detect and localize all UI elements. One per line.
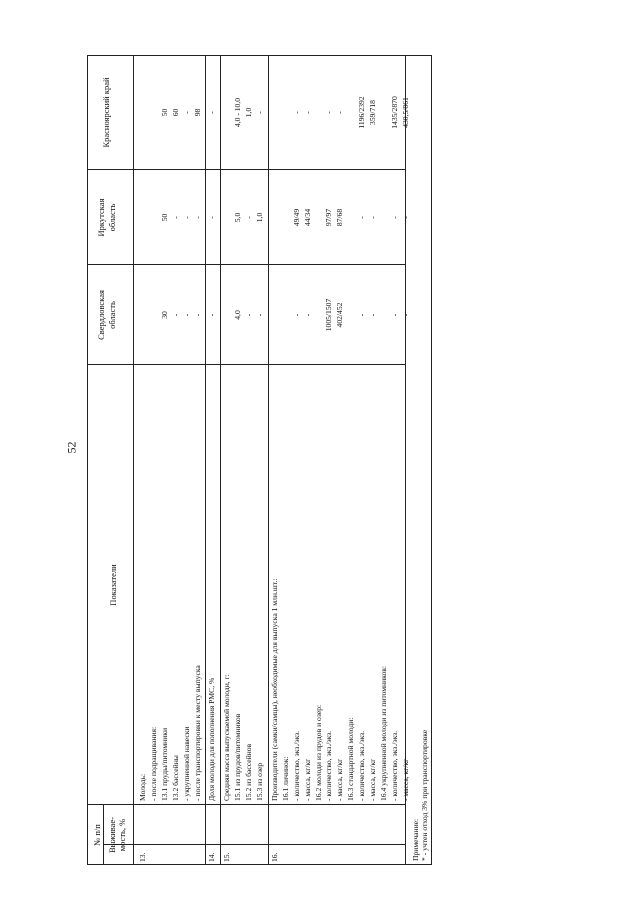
value-sverdlovsk: - bbox=[181, 313, 191, 317]
indicator-line: - масса, кг/кг bbox=[302, 758, 312, 801]
value-sverdlovsk: - bbox=[207, 313, 217, 317]
indicator-line: Средняя масса выпускаемой молоди, г: bbox=[222, 674, 232, 801]
value-krasnoyarsk: - bbox=[255, 111, 264, 114]
rule-vertical bbox=[87, 864, 432, 865]
value-irkutsk: - bbox=[170, 216, 180, 219]
indicator-line: 13.1 пруды/питомники bbox=[159, 727, 169, 801]
value-sverdlovsk: - bbox=[170, 313, 180, 317]
page-number: 52 bbox=[64, 441, 79, 454]
value-krasnoyarsk: 359/718 bbox=[368, 100, 377, 125]
value-irkutsk: - bbox=[244, 216, 254, 219]
header-region1-line2: область bbox=[107, 301, 117, 329]
note-title: Примечание: bbox=[411, 818, 420, 861]
header-region2-line1: Иркутская bbox=[96, 198, 106, 237]
value-krasnoyarsk: 1196/2392 bbox=[357, 96, 367, 129]
section-number: 14. bbox=[207, 852, 217, 862]
value-sverdlovsk: - bbox=[368, 313, 377, 317]
rule-horizontal bbox=[268, 55, 269, 865]
value-krasnoyarsk: - bbox=[181, 111, 191, 114]
header-region3: Красноярский край bbox=[101, 77, 111, 148]
value-sverdlovsk: - bbox=[389, 313, 399, 317]
indicator-line: - количество, экз./экз. bbox=[324, 730, 334, 801]
value-irkutsk: - bbox=[368, 216, 377, 219]
indicator-line: Доля молоди для пополнения РМС, % bbox=[207, 677, 217, 801]
value-irkutsk: - bbox=[207, 216, 217, 219]
value-krasnoyarsk: 430,5/861 bbox=[400, 97, 410, 128]
value-sverdlovsk: 402/452 bbox=[335, 302, 345, 328]
header-region2-line2: область bbox=[107, 203, 117, 232]
rule-horizontal bbox=[133, 55, 134, 865]
indicator-line: Производители (самки/самцы), необходимые для выпуска 1 млн.шт.: bbox=[269, 578, 279, 801]
indicator-line: - масса, кг/кг bbox=[400, 758, 410, 801]
value-sverdlovsk: - bbox=[192, 313, 202, 317]
value-krasnoyarsk: 4,0 - 10,0 bbox=[233, 97, 243, 128]
indicator-line: - количество, экз./экз. bbox=[389, 730, 399, 801]
header-indicators: Показатели bbox=[108, 564, 118, 606]
indicator-line: 16.1 личинок: bbox=[280, 756, 290, 801]
indicator-line: - укрупненной навески bbox=[181, 726, 191, 801]
section-number: 15. bbox=[222, 852, 232, 862]
value-irkutsk: 5,0 bbox=[233, 212, 243, 223]
value-sverdlovsk: 1005/1507 bbox=[324, 298, 334, 332]
indicator-line: 15.1 из прудов/питомников bbox=[233, 713, 243, 801]
indicator-line: 15.2 из бассейнов bbox=[244, 743, 254, 801]
indicator-line: - масса, кг/кг bbox=[368, 758, 377, 801]
rule-horizontal bbox=[220, 55, 221, 865]
value-irkutsk: - bbox=[389, 216, 399, 219]
indicator-line: Молодь: bbox=[138, 773, 147, 801]
value-sverdlovsk: - bbox=[255, 313, 264, 317]
section-number: 13. bbox=[138, 852, 147, 862]
indicator-line: - количество, экз./экз. bbox=[357, 730, 367, 801]
indicator-line: 16.4 укрупненной молоди из питомников: bbox=[378, 666, 388, 801]
value-irkutsk: 49/49 bbox=[291, 208, 301, 227]
value-sverdlovsk: - bbox=[302, 313, 312, 317]
note-text: * - учтен отход 3% при транспортировке bbox=[420, 729, 429, 861]
value-irkutsk: 97/97 bbox=[324, 208, 334, 227]
value-krasnoyarsk: 98 bbox=[192, 108, 202, 117]
header-region1-line1: Свердловская bbox=[96, 290, 106, 340]
rule-horizontal bbox=[103, 805, 104, 865]
header-vyzh-line2: мость, % bbox=[117, 818, 127, 852]
value-sverdlovsk: - bbox=[244, 313, 254, 317]
indicator-line: - количество, экз./экз. bbox=[291, 730, 301, 801]
indicator-line: 15.3 из озер bbox=[255, 762, 264, 801]
value-irkutsk: 44/34 bbox=[302, 208, 312, 227]
rule-vertical bbox=[87, 804, 405, 805]
value-krasnoyarsk: - bbox=[291, 111, 301, 114]
value-krasnoyarsk: 1,0 bbox=[244, 107, 254, 118]
rotated-table bbox=[87, 55, 432, 865]
value-irkutsk: 1,0 bbox=[255, 212, 264, 223]
value-krasnoyarsk: - bbox=[302, 111, 312, 114]
value-irkutsk: 87/68 bbox=[335, 208, 345, 227]
header-vyzh-line1: Выживае- bbox=[107, 816, 117, 854]
value-krasnoyarsk: 60 bbox=[170, 108, 180, 117]
value-sverdlovsk: 30 bbox=[159, 311, 169, 319]
rule-horizontal bbox=[87, 55, 88, 865]
indicator-line: 16.3 стандартной молоди: bbox=[346, 717, 356, 801]
value-irkutsk: - bbox=[400, 216, 410, 219]
value-krasnoyarsk: - bbox=[335, 111, 345, 114]
header-num: № п/п bbox=[92, 824, 102, 846]
value-krasnoyarsk: - bbox=[207, 111, 217, 114]
rule-horizontal bbox=[431, 55, 432, 865]
rule-horizontal bbox=[205, 55, 206, 865]
value-irkutsk: 50 bbox=[159, 213, 169, 222]
value-sverdlovsk: - bbox=[357, 313, 367, 317]
value-krasnoyarsk: 1435/2870 bbox=[389, 96, 399, 129]
indicator-line: 16.2 молоди из прудов и озер: bbox=[313, 704, 323, 801]
indicator-line: - после подращивания: bbox=[148, 726, 158, 801]
indicator-line: - масса, кг/кг bbox=[335, 758, 345, 801]
indicator-line: 13.2 бассейны bbox=[170, 755, 180, 801]
rule-vertical bbox=[103, 844, 405, 845]
value-krasnoyarsk: - bbox=[324, 111, 334, 114]
value-irkutsk: - bbox=[181, 216, 191, 219]
value-irkutsk: - bbox=[357, 216, 367, 219]
section-number: 16. bbox=[269, 852, 279, 862]
value-sverdlovsk: 4,0 bbox=[233, 310, 243, 320]
indicator-line: - после транспортировки к месту выпуска bbox=[192, 665, 202, 801]
value-sverdlovsk: - bbox=[291, 313, 301, 317]
value-sverdlovsk: - bbox=[400, 313, 410, 317]
value-krasnoyarsk: 50 bbox=[159, 108, 169, 117]
value-irkutsk: - bbox=[192, 216, 202, 219]
